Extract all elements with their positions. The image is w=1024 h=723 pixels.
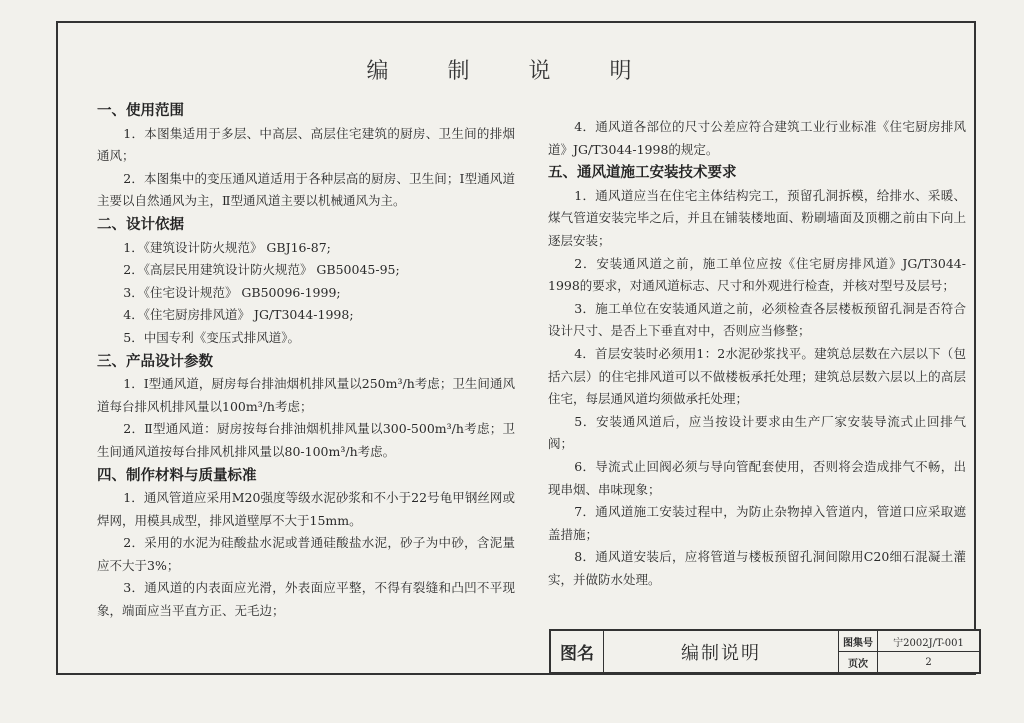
paragraph: 4．通风道各部位的尺寸公差应符合建筑工业行业标准《住宅厨房排风道》JG/T3044-1998的规定。 xyxy=(548,119,966,157)
page-title: 编 制 说 明 xyxy=(366,59,658,84)
section-heading: 四、制作材料与质量标准 xyxy=(97,466,257,484)
paragraph: 3．施工单位在安装通风道之前，必须检查各层楼板预留孔洞是否符合设计尺寸、是否上下垂直对中，否则应当修整； xyxy=(548,300,966,339)
title-block-label: 图名 xyxy=(551,631,604,672)
paragraph: 1．通风管道应采用M20强度等级水泥砂浆和不小于22号龟甲钢丝网或焊网，用模具成型，排风道壁厚不大于15mm。 xyxy=(97,490,515,528)
right-column xyxy=(548,116,966,591)
paragraph: 6．导流式止回阀必须与导向管配套使用，否则将会造成排气不畅，出现串烟、串味现象； xyxy=(548,458,966,497)
paragraph: 7．通风道施工安装过程中，为防止杂物掉入管道内，管道口应采取遮盖措施； xyxy=(548,504,966,542)
paragraph: 3．通风道的内表面应光滑，外表面应平整，不得有裂缝和凸凹不平现象，端面应当平直方正、无毛边； xyxy=(97,580,515,619)
reference-item: 2．《高层民用建筑设计防火规范》 GB50045-95; xyxy=(123,262,400,278)
section-heading: 五、通风道施工安装技术要求 xyxy=(548,164,737,182)
reference-item: 5．中国专利《变压式排风道》。 xyxy=(123,329,300,345)
paragraph: 2．本图集中的变压通风道适用于各种层高的厨房、卫生间；Ⅰ型通风道主要以自然通风为主，Ⅱ型通风道主要以机械通风为主。 xyxy=(97,170,515,209)
paragraph: 1．Ⅰ型通风道，厨房每台排油烟机排风量以250m³/h考虑；卫生间通风道每台排风机排风量以100m³/h考虑； xyxy=(97,376,515,414)
paragraph: 8．通风道安装后，应将管道与楼板预留孔洞间隙用C20细石混凝土灌实，并做防水处理。 xyxy=(548,549,966,587)
title-block xyxy=(549,629,981,674)
atlas-label: 图集号 xyxy=(839,631,878,651)
paragraph: 5．安装通风道后，应当按设计要求由生产厂家安装导流式止回排气阀； xyxy=(548,413,966,452)
reference-item: 4．《住宅厨房排风道》 JG/T3044-1998; xyxy=(123,307,354,323)
paragraph: 2．安装通风道之前，施工单位应按《住宅厨房排风道》JG/T3044-1998的要求，对通风道标志、尺寸和外观进行检查，并核对型号及层号； xyxy=(548,255,966,294)
paragraph: 2．Ⅱ型通风道：厨房按每台排油烟机排风量以300-500m³/h考虑；卫生间通风道按每台排风机排风量以80-100m³/h考虑。 xyxy=(97,421,515,459)
paragraph: 4．首层安装时必须用1：2水泥砂浆找平。建筑总层数在六层以下（包括六层）的住宅排风道可以不做楼板承托处理；建筑总层数六层以上的高层住宅，每层通风道均须做承托处理； xyxy=(548,345,966,407)
section-heading: 一、使用范围 xyxy=(97,102,184,119)
page-value: 2 xyxy=(925,656,932,668)
section-heading: 三、产品设计参数 xyxy=(97,352,213,370)
reference-item: 1．《建筑设计防火规范》 GBJ16-87; xyxy=(123,239,331,255)
title-block-drawing-title: 编制说明 xyxy=(604,631,839,672)
page-label: 页次 xyxy=(839,652,878,672)
left-column xyxy=(97,99,515,623)
title-block-meta xyxy=(839,631,979,672)
paragraph: 1．通风道应当在住宅主体结构完工，预留孔洞拆模，给排水、采暖、煤气管道安装完毕之后，并且在铺装楼地面、粉刷墙面及顶棚之前由下向上逐层安装； xyxy=(548,187,966,248)
page-row xyxy=(839,651,979,672)
paragraph: 2．采用的水泥为硅酸盐水泥或普通硅酸盐水泥，砂子为中砂，含泥量应不大于3%； xyxy=(97,535,515,573)
paragraph: 1．本图集适用于多层、中高层、高层住宅建筑的厨房、卫生间的排烟通风； xyxy=(97,125,515,164)
atlas-value: 宁2002J/T-001 xyxy=(893,637,964,649)
section-heading: 二、设计依据 xyxy=(97,215,184,233)
atlas-row xyxy=(839,631,979,651)
reference-item: 3．《住宅设计规范》 GB50096-1999; xyxy=(123,284,341,300)
